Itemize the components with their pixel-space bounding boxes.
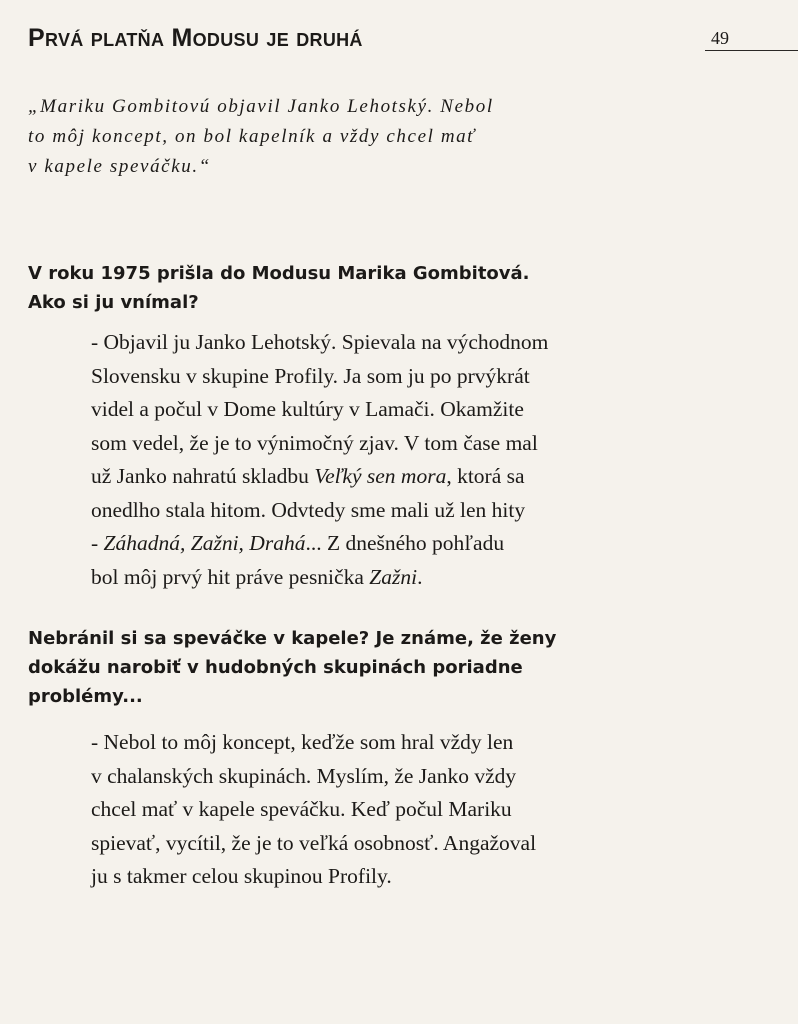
header-rule	[705, 50, 798, 51]
answer-line: onedlho stala hitom. Odvtedy sme mali už len hity	[91, 497, 526, 522]
interview-question-1	[28, 259, 668, 317]
answer-line: Slovensku v skupine Profily. Ja som ju po prvýkrát	[91, 363, 530, 388]
answer-line	[91, 460, 681, 494]
interview-question-2	[28, 624, 668, 711]
epigraph-line: „Mariku Gombitovú objavil Janko Lehotský. Nebol	[28, 96, 494, 117]
epigraph-line: v kapele speváčku.“	[28, 156, 211, 177]
answer-line: ju s takmer celou skupinou Profily.	[91, 864, 392, 888]
answer-line	[91, 527, 681, 561]
chapter-title: Prvá platňa Modusu je druhá	[28, 24, 363, 52]
question-line: V roku 1975 prišla do Modusu Marika Gombitová.	[28, 263, 530, 284]
answer-line: spievať, vycítil, že je to veľká osobnosť. Angažoval	[91, 830, 537, 855]
answer-line: - Objavil ju Janko Lehotský. Spievala na východnom	[91, 330, 549, 354]
interview-answer-2	[91, 726, 681, 894]
answer-text: .	[417, 564, 423, 589]
epigraph-line: to môj koncept, on bol kapelník a vždy chcel mať	[28, 126, 476, 147]
answer-line: videl a počul v Dome kultúry v Lamači. Okamžite	[91, 397, 524, 421]
song-titles: Záhadná, Zažni, Drahá	[103, 531, 306, 555]
answer-text: bol môj prvý hit práve pesnička	[91, 564, 370, 589]
question-line: Ako si ju vnímal?	[28, 292, 199, 313]
answer-line: - Nebol to môj koncept, keďže som hral vždy len	[91, 730, 514, 754]
answer-line: v chalanských skupinách. Myslím, že Janko vždy	[91, 763, 517, 788]
answer-line	[91, 561, 681, 595]
answer-text: , ktorá sa	[446, 464, 525, 488]
answer-line: som vedel, že je to výnimočný zjav. V tom čase mal	[91, 430, 538, 455]
page-number: 49	[711, 28, 729, 48]
song-title: Veľký sen mora	[314, 464, 447, 488]
answer-text: ... Z dnešného pohľadu	[305, 531, 505, 555]
question-line: Nebránil si sa speváčke v kapele? Je známe, že ženy	[28, 628, 557, 649]
answer-line: chcel mať v kapele speváčku. Keď počul Mariku	[91, 797, 512, 821]
song-title: Zažni	[369, 564, 418, 589]
answer-text: už Janko nahratú skladbu	[91, 464, 315, 488]
epigraph-quote	[28, 92, 668, 182]
question-line: dokážu narobiť v hudobných skupinách poriadne	[28, 657, 523, 678]
interview-answer-1	[91, 326, 681, 594]
answer-text: -	[91, 531, 104, 555]
question-line: problémy...	[28, 686, 143, 707]
